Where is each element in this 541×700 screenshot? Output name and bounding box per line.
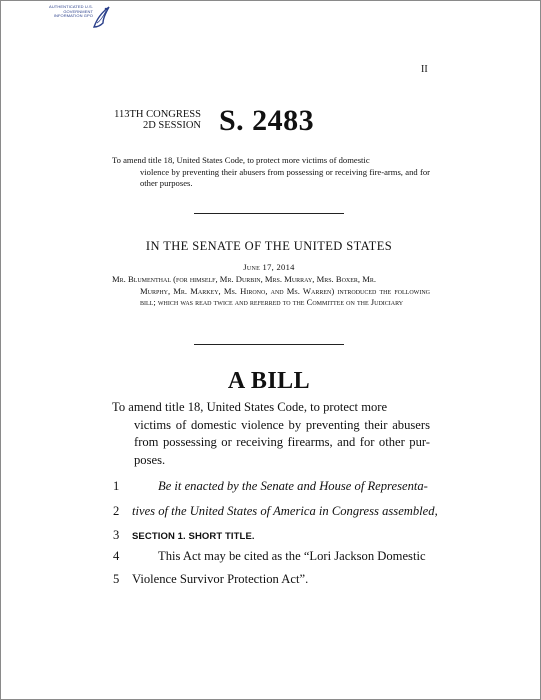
section-text: This Act may be cited as the “Lori Jackson Domestic [158, 549, 426, 563]
short-purpose [112, 155, 430, 190]
line-number: 5 [113, 572, 120, 586]
session-label: 2D SESSION [142, 120, 201, 131]
bill-purpose-continuation: victims of domestic violence by preventing their abusers from possessing or receiving firearms, and for other pur-poses. [134, 417, 430, 467]
gpo-authentication-seal [41, 5, 113, 35]
chamber-heading: IN THE SENATE OF THE UNITED STATES [145, 239, 393, 253]
bill-number: S. 2483 [219, 104, 315, 137]
page-marker: II [421, 64, 428, 75]
eagle-icon [91, 5, 111, 31]
introduction-first-line: Mr. Blumenthal (for himself, Mr. Durbin, Mrs. Murray, Mrs. Boxer, Mr. [112, 274, 377, 284]
congress-label: 113TH CONGRESS [114, 109, 201, 120]
introduction-paragraph [112, 274, 430, 309]
line-number: 2 [113, 504, 120, 518]
introduction-date: June 17, 2014 [243, 262, 295, 272]
line-number: 4 [113, 549, 120, 563]
bill-line [113, 504, 438, 522]
section-text: Violence Survivor Protection Act”. [132, 572, 309, 586]
bill-line [113, 572, 433, 590]
bill-line [113, 479, 433, 497]
short-purpose-first-line: To amend title 18, United States Code, to protect more victims of domestic [112, 155, 370, 165]
short-purpose-continuation: violence by preventing their abusers from possessing or receiving fire-arms, and for other purposes. [140, 166, 430, 188]
line-number: 1 [113, 479, 120, 493]
bill-heading: A BILL [227, 368, 311, 394]
enacting-clause-text: Be it enacted by the Senate and House of Representa- [158, 479, 428, 493]
bill-line [113, 528, 433, 546]
bill-purpose-first-line: To amend title 18, United States Code, to protect more [112, 400, 388, 414]
section-heading: SECTION 1. SHORT TITLE. [132, 531, 255, 542]
seal-text: AUTHENTICATED U.S. GOVERNMENT INFORMATION GPO [49, 4, 93, 19]
bill-line [113, 549, 433, 567]
congress-session-block [97, 109, 201, 131]
introduction-continuation: Murphy, Mr. Markey, Ms. Hirono, and Ms. Warren) introduced the following bill; which was read twice and referred to the Committee on the Judiciary [140, 285, 430, 307]
bill-purpose [112, 399, 430, 469]
divider-rule [194, 213, 344, 214]
line-number: 3 [113, 528, 120, 542]
enacting-clause-text: tives of the United States of America in Congress assembled, [132, 504, 438, 518]
divider-rule [194, 344, 344, 345]
